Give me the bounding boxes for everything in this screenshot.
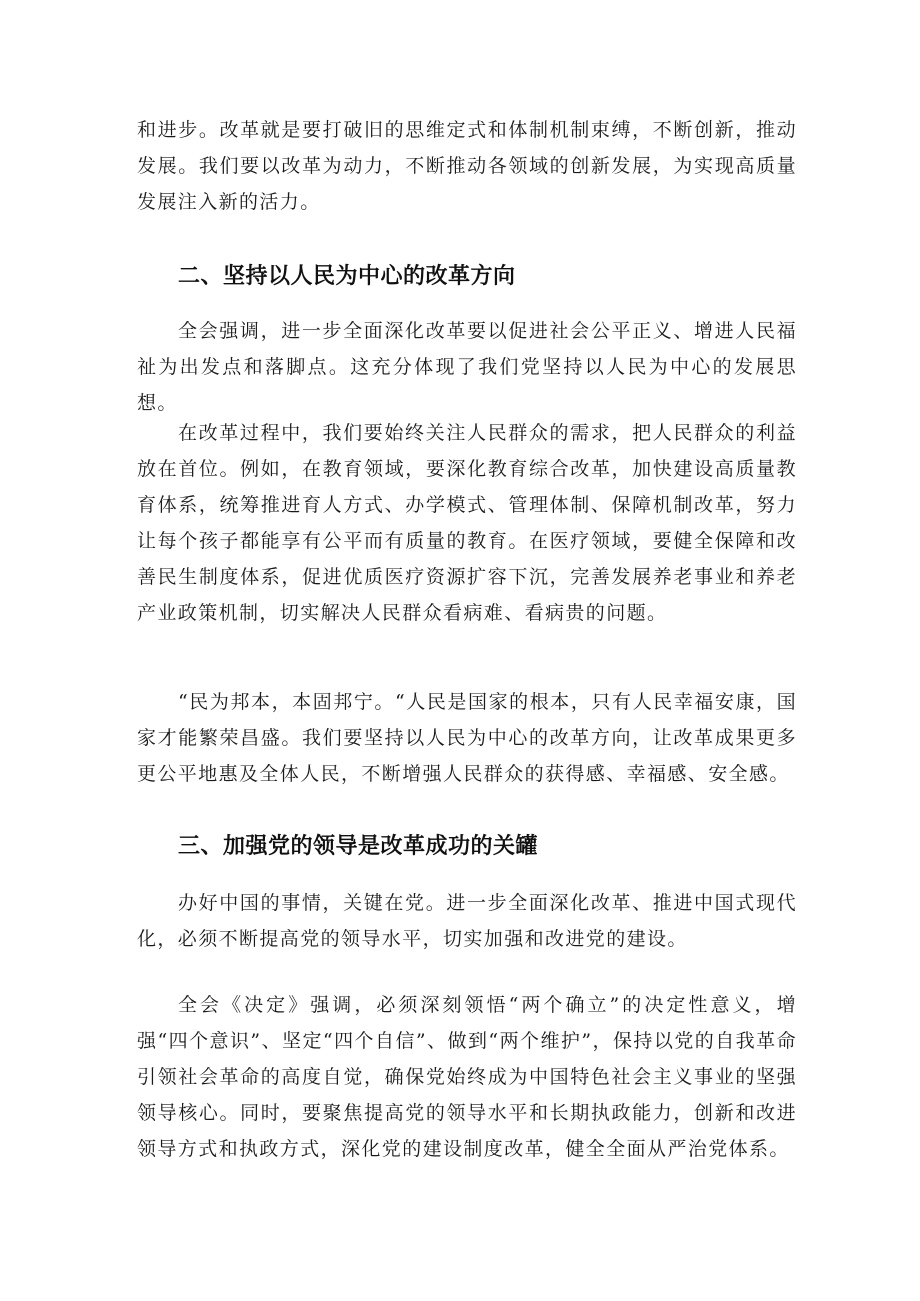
section-2-heading: 二、坚持以人民为中心的改革方向 (178, 264, 516, 289)
section-2-paragraph-1: 全会强调，进一步全面深化改革要以促进社会公平正义、增进人民福祉为出发点和落脚点。这充分体现了我们党坚持以人民为中心的发展思想。 (137, 320, 797, 414)
section-2-paragraph-3-block (137, 684, 797, 792)
section-3-paragraph-1: 办好中国的事情，关键在党。进一步全面深化改革、推进中国式现代化，必须不断提高党的领导水平，切实加强和改进党的建设。 (137, 892, 797, 950)
section-2-paragraph-2: 在改革过程中，我们要始终关注人民群众的需求，把人民群众的利益放在首位。例如，在教育领域，要深化教育综合改革，加快建设高质量教育体系，统筹推进育人方式、办学模式、管理体制、保障机制改革，努力让每个孩子都能享有公平而有质量的教育。在医疗领域，要健全保障和改善民生制度体系，促进优质医疗资源扩容下沉，完善发展养老事业和养老产业政策机制，切实解决人民群众看病难、看病贵的问题。 (137, 422, 797, 624)
continuation-paragraph: 和进步。改革就是要打破旧的思维定式和体制机制束缚，不断创新，推动发展。我们要以改革为动力，不断推动各领域的创新发展，为实现高质量发展注入新的活力。 (137, 119, 797, 213)
section-3-paragraph-2: 全会《决定》强调，必须深刻领悟“两个确立”的决定性意义，增强“四个意识”、坚定“四个自信”、做到“两个维护”，保持以党的自我革命引领社会革命的高度自觉，确保党始终成为中国特色社会主义事业的坚强领导核心。同时，要聚焦提高党的领导水平和长期执政能力，创新和改进领导方式和执政方式，深化党的建设制度改革，健全全面从严治党体系。 (137, 994, 797, 1160)
section-2-paragraph-1-block (137, 313, 797, 421)
continuation-block (137, 112, 797, 220)
section-3-paragraph-2-block (137, 987, 797, 1167)
section-2-paragraph-2-block (137, 415, 797, 631)
section-3-heading: 三、加强党的领导是改革成功的关罐 (178, 834, 539, 859)
section-2-paragraph-3: “民为邦本，本固邦宁。“人民是国家的根本，只有人民幸福安康，国家才能繁荣昌盛。我们要坚持以人民为中心的改革方向，让改革成果更多更公平地惠及全体人民，不断增强人民群众的获得感、幸福感、安全感。 (137, 691, 797, 785)
section-2-heading-block (137, 262, 797, 292)
section-3-paragraph-1-block (137, 885, 797, 957)
section-3-heading-block (137, 832, 797, 862)
